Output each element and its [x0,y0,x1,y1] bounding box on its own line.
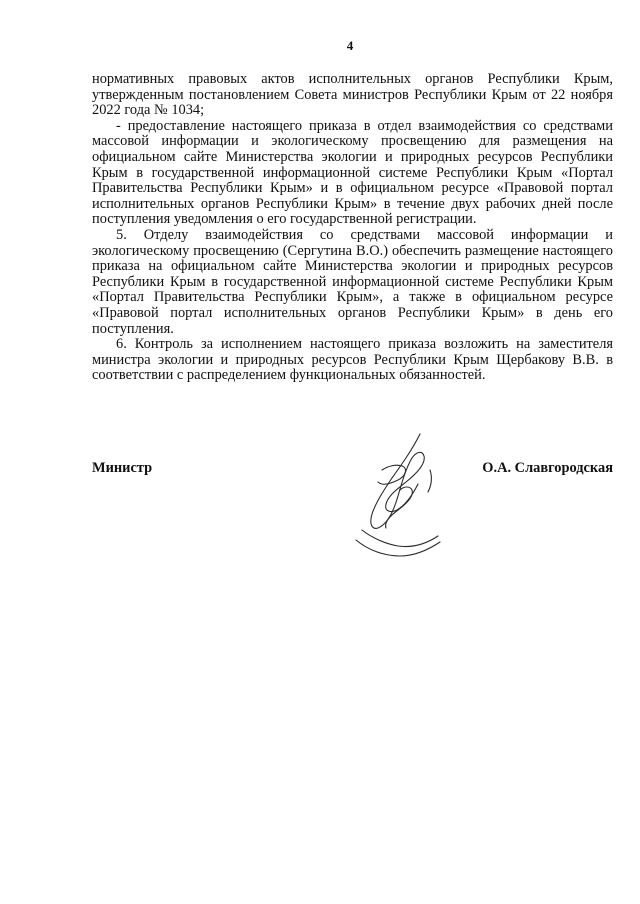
handwritten-signature-icon [342,430,452,560]
page-number: 4 [346,38,354,53]
paragraph-publication-provision: - предоставление настоящего приказа в отдел взаимодействия со средствами массовой информации и экологическому просвещению для размещения на официальном сайте Министерства экологии и природных ресурсов Республики Крым в государственной информационной системе Республики Крым «Портал Правительства Республики Крым» и в официальном ресурсе «Правовой портал исполнительных органов Республики Крым» в течение двух рабочих дней после поступления уведомления о его государственной регистрации. [92,117,613,228]
signatory-role: Министр [92,460,153,476]
paragraph-item-5: 5. Отделу взаимодействия со средствами массовой информации и экологическому просвещению (Сергутина В.О.) обеспечить размещение настоящего приказа на официальном сайте Министерства экологии и природных ресурсов Республики Крым в государственной информационной системе Республики Крым «Портал Правительства Республики Крым», а также в официальном ресурсе «Правовой портал исполнительных органов Республики Крым» в день его поступления. [92,226,613,337]
paragraph-continuation: нормативных правовых актов исполнительных органов Республики Крым, утвержденным постановлением Совета министров Республики Крым от 22 ноября 2022 года № 1034; [92,71,613,119]
paragraph-item-6: 6. Контроль за исполнением настоящего приказа возложить на заместителя министра экологии и природных ресурсов Республики Крым Щербакову В.В. в соответствии с распределением функциональных обязанностей. [92,336,613,384]
document-body [92,72,613,384]
signature-block [92,460,613,580]
signatory-name: О.А. Славгородская [482,460,613,476]
